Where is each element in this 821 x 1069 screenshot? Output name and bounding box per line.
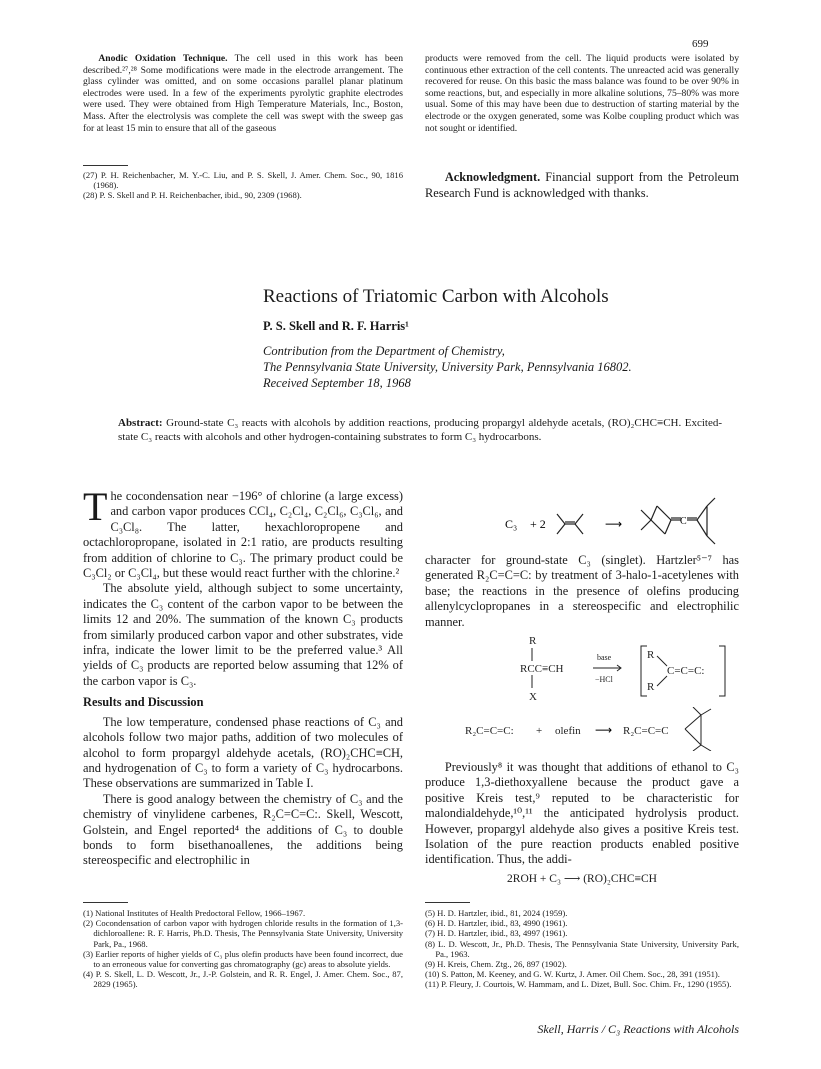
- acetal-equation: 2ROH + C₃ ⟶ (RO)₂CHC≡CH: [507, 872, 657, 885]
- paragraph: The cell used in this work has been described.²⁷,²⁸ Some modifications were made in the electrode arrangement. The glass cylinder was omitted, and on some occasions parallel planar platinum electrodes were used. In a few of the experiments pyrolytic graphite electrodes were used. They were obtained from High Temperature Materials, Inc., Boston, Mass. After the electrolysis was complete the cell was swept with the sweep gas for at least 15 min to ensure that all of the gaseous: [83, 53, 403, 134]
- paragraph: products were removed from the cell. The liquid products were isolated by continuous ether extraction of the cell contents. The unreacted acid was generally recovered for reuse. On this basic the mass balance was found to be over 90% in some reactions, but, and especially in more alkaline solutions, 75–80% was more usual. Some of this may have been due to destruction of starting material by the electrode or the oxygen generated, some was Kolbe coupling product which was not sought or identified.: [425, 53, 739, 134]
- scheme-diagram-2: [425, 707, 739, 751]
- received-date: Received September 18, 1968: [263, 376, 411, 390]
- paragraph: Previously⁸ it was thought that additions of ethanol to C₃ produce 1,3-diethoxyallene because the product gave a positive Kreis test,⁹ reputed to be characteristic for malondialdehyde,¹⁰,¹¹ the anticipated hydrolysis product. However, propargyl aldehyde also gives a positive Kreis test. Isolation of the pure reaction products enabled positive identification. Thus, the addi-: [425, 760, 739, 867]
- running-footer: Skell, Harris / C₃ Reactions with Alcohols: [537, 1022, 739, 1036]
- ack-text: Financial support from the Petroleum Research Fund is acknowledged with thanks.: [425, 170, 739, 200]
- right-column-bottom: [425, 760, 739, 887]
- scheme-r-top: R: [529, 635, 537, 647]
- abstract-text: Ground-state C₃ reacts with alcohols by addition reactions, producing propargyl aldehyde acetals, (RO)₂CHC≡CH. Excited-state C₃ reacts with alcohols and other hydrogen-containing substrates to form C₃ hydrocarbons.: [118, 417, 723, 443]
- eq3-olefin: olefin: [555, 725, 581, 737]
- footnote: (1) National Institutes of Health Predoctoral Fellow, 1966–1967.: [83, 908, 306, 918]
- affiliation-line: The Pennsylvania State University, University Park, Pennsylvania 16802.: [263, 360, 632, 374]
- footnote: (11) P. Fleury, J. Courtois, W. Hammam, and L. Dizet, Bull. Soc. Chim. Fr., 1290 (1955).: [425, 979, 732, 990]
- scheme-bracket-carbene: C=C=C:: [667, 665, 705, 677]
- olefin-addition-scheme: [425, 707, 739, 751]
- left-footnotes: [83, 908, 403, 990]
- carbene-scheme: [425, 632, 739, 704]
- footnote-rule: [83, 165, 128, 166]
- eq-c3-label: C₃: [505, 517, 518, 531]
- footnote: (6) H. D. Hartzler, ibid., 83, 4990 (1961).: [425, 918, 568, 929]
- cyclopropane-structure: [685, 707, 711, 751]
- paragraph: The absolute yield, although subject to some uncertainty, indicates the C₃ content of the carbon vapor to be between the limits 12 and 20%. The summation of the known C₃ products from similarly produced carbon vapor and other substrates, vide infra, indicate the lower limit to be the preferred value.³ All yields of C₃ products are reported below assuming that 12% of the carbon vapor is C₃.: [83, 581, 403, 688]
- top-left-footnotes: [83, 170, 403, 201]
- eq-plus-two: + 2: [530, 517, 546, 531]
- footnote: (3) Earlier reports of higher yields of C₃ plus olefin products have been found incorrect, due to an erroneous value for converting gas chromatography (gc) areas to absolute yields.: [83, 948, 403, 970]
- affiliation: [263, 343, 632, 391]
- scheme-hcl: −HCl: [595, 675, 613, 684]
- scheme-bracket-r1: R: [647, 649, 655, 661]
- section-heading: Anodic Oxidation Technique.: [98, 53, 228, 64]
- scheme-bracket-r2: R: [647, 681, 655, 693]
- equation-c3-addition: [425, 490, 739, 550]
- footnote: (10) S. Patton, M. Keeney, and G. W. Kurtz, J. Amer. Oil Chem. Soc., 28, 391 (1951).: [425, 969, 720, 980]
- authors: P. S. Skell and R. F. Harris¹: [263, 319, 409, 333]
- eq3-plus: +: [536, 725, 543, 737]
- paragraph: character for ground-state C₃ (singlet). Hartzler⁵⁻⁷ has generated R₂C=C=C: by treatment of 3-halo-1-acetylenes with base; the reactions in the presence of olefins producing allenylcyclopropanes in a stereospecific and electrophilic manner.: [425, 553, 739, 629]
- drop-cap: T: [83, 484, 108, 529]
- top-right-section: [425, 53, 739, 134]
- olefin-structure: [557, 514, 583, 534]
- affiliation-line: Contribution from the Department of Chemistry,: [263, 344, 505, 358]
- scheme-x: X: [529, 691, 537, 703]
- abstract: [118, 417, 722, 444]
- scheme-diagram: [425, 632, 739, 704]
- article-title: Reactions of Triatomic Carbon with Alcohols: [263, 286, 609, 307]
- left-column: [83, 484, 403, 869]
- footnote: (9) H. Kreis, Chem. Ztg., 26, 897 (1902).: [425, 959, 567, 970]
- footnote: (27) P. H. Reichenbacher, M. Y.-C. Liu, and P. S. Skell, J. Amer. Chem. Soc., 90, 1816 (1968).: [83, 170, 403, 191]
- section-heading: Results and Discussion: [83, 695, 204, 710]
- paragraph: There is good analogy between the chemistry of C₃ and the chemistry of vinylidene carbenes, R₂C=C=C:. Skell, Wescott, Golstein, and Engel reported⁴ the additions of C₃ to double bonds to form bisethanoallenes, the additions being stereospecific and electrophilic in: [83, 791, 403, 868]
- footnote: (4) P. S. Skell, L. D. Wescott, Jr., J.-P. Golstein, and R. R. Engel, J. Amer. Chem. Soc., 87, 2829 (1965).: [83, 969, 403, 990]
- reaction-arrow: ⟶: [595, 723, 613, 737]
- ack-heading: Acknowledgment.: [444, 170, 541, 184]
- footnote: (7) H. D. Hartzler, ibid., 83, 4997 (1961).: [425, 928, 568, 939]
- reaction-arrow: ⟶: [605, 517, 623, 531]
- eq-product-c: C: [680, 516, 687, 527]
- scheme-reactant: RCC≡CH: [520, 663, 564, 675]
- right-column-top: [425, 553, 739, 630]
- scheme-base: base: [597, 653, 612, 662]
- footnote-rule: [83, 902, 128, 903]
- footnote: (2) Cocondensation of carbon vapor with hydrogen chloride results in the formation of 1,3-dichloroallene: R. F. Harris, Ph.D. Thesis, The Pennsylvania State University, University Park, Pa., 1968.: [83, 918, 403, 949]
- abstract-label: Abstract:: [118, 417, 163, 429]
- eq3-left: R₂C=C=C:: [465, 725, 514, 737]
- footnote-rule: [425, 902, 470, 903]
- right-footnotes: [425, 908, 739, 990]
- footnote: (28) P. S. Skell and P. H. Reichenbacher, ibid., 90, 2309 (1968).: [83, 190, 302, 201]
- page-number: 699: [692, 38, 709, 50]
- footnote: (5) H. D. Hartzler, ibid., 81, 2024 (1959).: [425, 908, 568, 918]
- eq3-right: R₂C=C=C: [623, 725, 669, 737]
- footnote: (8) L. D. Wescott, Jr., Ph.D. Thesis, The Pennsylvania State University, University Park, Pa., 1963.: [425, 938, 739, 959]
- bisethanoallene-structure: [641, 498, 715, 544]
- top-left-section: [83, 53, 403, 134]
- acknowledgment: [425, 170, 739, 201]
- equation-diagram: [425, 490, 739, 550]
- paragraph: he cocondensation near −196° of chlorine (a large excess) and carbon vapor produces CCl₄, C₂Cl₄, C₂Cl₆, C₃Cl₆, and C₃Cl₈. The latter, hexachloropropene and octachloropropane, isolated in 2:1 ratio, are products resulting from addition of chlorine to C₃. The primary product could be C₃Cl₂ or C₃Cl₄, but these would react further with the chlorine.²: [83, 489, 403, 581]
- paragraph: The low temperature, condensed phase reactions of C₃ and alcohols follow two major paths, addition of two molecules of alcohol to form propargyl aldehyde acetals, (RO)₂CHC≡CH, and hydrogenation of C₃ to form a variety of C₃ hydrocarbons. These observations are summarized in Table I.: [83, 714, 403, 791]
